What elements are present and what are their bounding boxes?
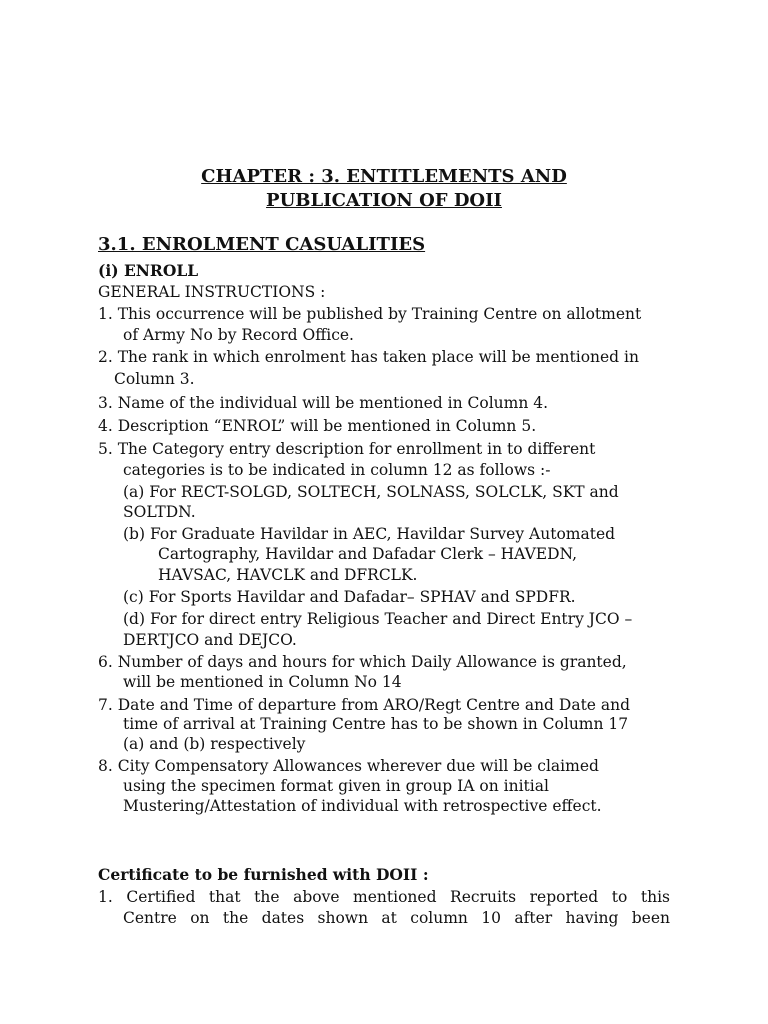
- general-instructions-label: GENERAL INSTRUCTIONS :: [98, 283, 326, 301]
- instruction-5b-line-3: HAVSAC, HAVCLK and DFRCLK.: [158, 566, 418, 584]
- instruction-7-line-3: (a) and (b) respectively: [123, 735, 306, 753]
- instruction-5c: (c) For Sports Havildar and Dafadar– SPHAV and SPDFR.: [123, 588, 576, 606]
- instruction-6-line-2: will be mentioned in Column No 14: [123, 673, 402, 691]
- instruction-5-line-1: 5. The Category entry description for enrollment in to different: [98, 440, 596, 458]
- instruction-8-line-1: 8. City Compensatory Allowances wherever due will be claimed: [98, 757, 599, 775]
- instruction-4: 4. Description “ENROL” will be mentioned in Column 5.: [98, 417, 537, 435]
- subheading-enroll: (i) ENROLL: [98, 261, 199, 280]
- instruction-5d-line-1: (d) For for direct entry Religious Teacher and Direct Entry JCO –: [123, 610, 633, 628]
- instruction-2-line-1: 2. The rank in which enrolment has taken place will be mentioned in: [98, 348, 639, 366]
- section-heading: 3.1. ENROLMENT CASUALITIES: [98, 234, 426, 255]
- instruction-5a-line-2: SOLTDN.: [123, 503, 196, 521]
- instruction-5d-line-2: DERTJCO and DEJCO.: [123, 631, 297, 649]
- instruction-5b-line-2: Cartography, Havildar and Dafadar Clerk – HAVEDN,: [158, 545, 578, 563]
- instruction-7-line-2: time of arrival at Training Centre has to be shown in Column 17: [123, 715, 629, 733]
- instruction-5a-line-1: (a) For RECT-SOLGD, SOLTECH, SOLNASS, SOLCLK, SKT and: [123, 483, 619, 501]
- instruction-5b-line-1: (b) For Graduate Havildar in AEC, Havildar Survey Automated: [123, 525, 616, 543]
- instruction-8-line-3: Mustering/Attestation of individual with retrospective effect.: [123, 797, 602, 815]
- instruction-5-line-2: categories is to be indicated in column 12 as follows :-: [123, 461, 551, 479]
- instruction-1-line-2: of Army No by Record Office.: [123, 326, 354, 344]
- instruction-8-line-2: using the specimen format given in group IA on initial: [123, 777, 549, 795]
- certificate-1-line-1: 1. Certified that the above mentioned Recruits reported to this: [98, 888, 670, 906]
- instruction-3: 3. Name of the individual will be mentioned in Column 4.: [98, 394, 549, 412]
- certificate-1-line-2: Centre on the dates shown at column 10 after having been: [123, 909, 670, 927]
- instruction-2-line-2: Column 3.: [114, 370, 195, 388]
- instruction-1-line-1: 1. This occurrence will be published by Training Centre on allotment: [98, 305, 642, 323]
- chapter-title-line-2: PUBLICATION OF DOII: [266, 190, 502, 211]
- certificate-heading: Certificate to be furnished with DOII :: [98, 865, 429, 884]
- instruction-6-line-1: 6. Number of days and hours for which Daily Allowance is granted,: [98, 653, 627, 671]
- chapter-title-line-1: CHAPTER : 3. ENTITLEMENTS AND: [201, 166, 567, 187]
- instruction-7-line-1: 7. Date and Time of departure from ARO/Regt Centre and Date and: [98, 696, 631, 714]
